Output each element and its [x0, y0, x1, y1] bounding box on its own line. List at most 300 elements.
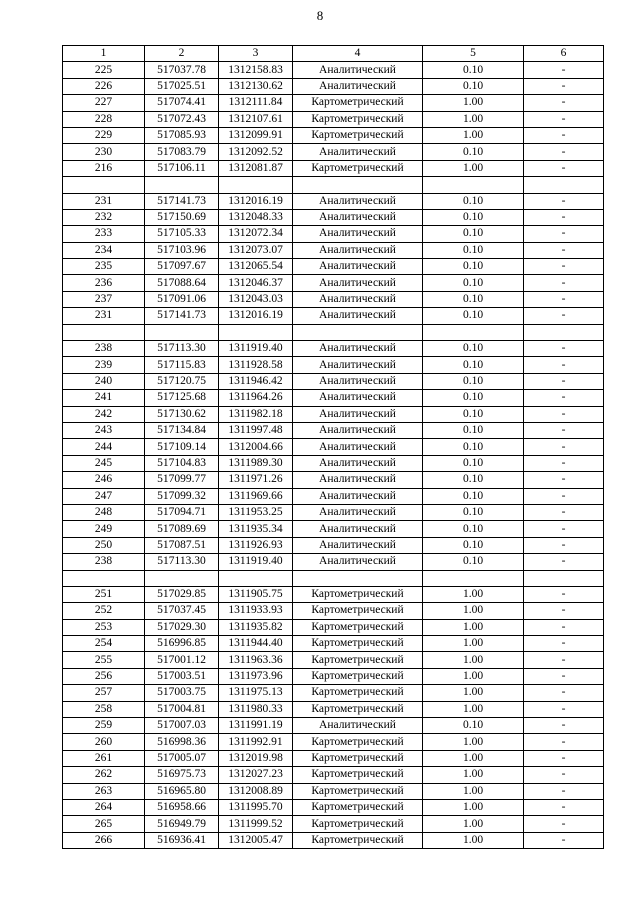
- method-cell: Картометрический: [293, 832, 423, 848]
- accuracy-cell: 1.00: [423, 586, 524, 602]
- point-number-cell: 242: [63, 406, 145, 422]
- x-coordinate-cell: 517037.45: [145, 603, 219, 619]
- accuracy-cell: 1.00: [423, 750, 524, 766]
- method-cell: Аналитический: [293, 275, 423, 291]
- accuracy-cell: 0.10: [423, 226, 524, 242]
- point-number-cell: 259: [63, 718, 145, 734]
- method-cell: Картометрический: [293, 767, 423, 783]
- point-number-cell: 227: [63, 95, 145, 111]
- y-coordinate-cell: 1312107.61: [219, 111, 293, 127]
- y-coordinate-cell: 1312073.07: [219, 242, 293, 258]
- accuracy-cell: 1.00: [423, 783, 524, 799]
- table-row: [63, 832, 604, 848]
- method-cell: Аналитический: [293, 193, 423, 209]
- description-cell: -: [524, 799, 604, 815]
- table-row: [63, 209, 604, 225]
- table-row: [63, 521, 604, 537]
- accuracy-cell: 0.10: [423, 455, 524, 471]
- y-coordinate-cell: 1312081.87: [219, 160, 293, 176]
- method-cell: Картометрический: [293, 603, 423, 619]
- header-cell-point: 1: [63, 46, 145, 62]
- description-cell: -: [524, 619, 604, 635]
- description-cell: -: [524, 750, 604, 766]
- accuracy-cell: 1.00: [423, 832, 524, 848]
- table-row: [63, 357, 604, 373]
- table-row: [63, 472, 604, 488]
- point-number-cell: 239: [63, 357, 145, 373]
- method-cell: Аналитический: [293, 537, 423, 553]
- accuracy-cell: 0.10: [423, 554, 524, 570]
- point-number-cell: 265: [63, 816, 145, 832]
- x-coordinate-cell: 517085.93: [145, 127, 219, 143]
- x-coordinate-cell: 516936.41: [145, 832, 219, 848]
- y-coordinate-cell: 1311982.18: [219, 406, 293, 422]
- point-number-cell: 248: [63, 504, 145, 520]
- y-coordinate-cell: 1311969.66: [219, 488, 293, 504]
- point-number-cell: 263: [63, 783, 145, 799]
- x-coordinate-cell: 517115.83: [145, 357, 219, 373]
- y-coordinate-cell: 1312158.83: [219, 62, 293, 78]
- x-coordinate-cell: 517105.33: [145, 226, 219, 242]
- method-cell: Аналитический: [293, 718, 423, 734]
- description-cell: -: [524, 537, 604, 553]
- x-coordinate-cell: 516949.79: [145, 816, 219, 832]
- header-cell-method: 4: [293, 46, 423, 62]
- method-cell: Картометрический: [293, 685, 423, 701]
- table-row: [63, 373, 604, 389]
- point-number-cell: 250: [63, 537, 145, 553]
- description-cell: -: [524, 193, 604, 209]
- description-cell: -: [524, 472, 604, 488]
- y-coordinate-cell: 1311997.48: [219, 422, 293, 438]
- method-cell: Картометрический: [293, 586, 423, 602]
- x-coordinate-cell: 517025.51: [145, 78, 219, 94]
- accuracy-cell: 1.00: [423, 636, 524, 652]
- point-number-cell: 226: [63, 78, 145, 94]
- x-coordinate-cell: 517003.75: [145, 685, 219, 701]
- accuracy-cell: 0.10: [423, 521, 524, 537]
- x-coordinate-cell: 517109.14: [145, 439, 219, 455]
- description-cell: -: [524, 455, 604, 471]
- x-coordinate-cell: 517141.73: [145, 308, 219, 324]
- y-coordinate-cell: 1312008.89: [219, 783, 293, 799]
- description-cell: -: [524, 554, 604, 570]
- method-cell: Картометрический: [293, 668, 423, 684]
- point-number-cell: 233: [63, 226, 145, 242]
- point-number-cell: 253: [63, 619, 145, 635]
- point-number-cell: 231: [63, 193, 145, 209]
- x-coordinate-cell: [145, 570, 219, 586]
- table-row: [63, 586, 604, 602]
- description-cell: -: [524, 685, 604, 701]
- point-number-cell: 232: [63, 209, 145, 225]
- method-cell: Картометрический: [293, 783, 423, 799]
- x-coordinate-cell: 517074.41: [145, 95, 219, 111]
- method-cell: Аналитический: [293, 439, 423, 455]
- table-row: [63, 406, 604, 422]
- point-number-cell: 252: [63, 603, 145, 619]
- method-cell: Картометрический: [293, 619, 423, 635]
- accuracy-cell: 0.10: [423, 308, 524, 324]
- description-cell: -: [524, 62, 604, 78]
- y-coordinate-cell: 1311935.82: [219, 619, 293, 635]
- y-coordinate-cell: 1311999.52: [219, 816, 293, 832]
- accuracy-cell: 1.00: [423, 799, 524, 815]
- y-coordinate-cell: 1311905.75: [219, 586, 293, 602]
- table-row: [63, 242, 604, 258]
- accuracy-cell: 0.10: [423, 439, 524, 455]
- accuracy-cell: 0.10: [423, 291, 524, 307]
- x-coordinate-cell: 517099.32: [145, 488, 219, 504]
- accuracy-cell: 0.10: [423, 209, 524, 225]
- point-number-cell: 258: [63, 701, 145, 717]
- accuracy-cell: 1.00: [423, 816, 524, 832]
- method-cell: Аналитический: [293, 406, 423, 422]
- table-row: [63, 95, 604, 111]
- description-cell: -: [524, 816, 604, 832]
- y-coordinate-cell: 1312072.34: [219, 226, 293, 242]
- description-cell: -: [524, 357, 604, 373]
- x-coordinate-cell: 516998.36: [145, 734, 219, 750]
- y-coordinate-cell: 1311989.30: [219, 455, 293, 471]
- x-coordinate-cell: 517130.62: [145, 406, 219, 422]
- method-cell: Аналитический: [293, 422, 423, 438]
- method-cell: [293, 570, 423, 586]
- y-coordinate-cell: 1312027.23: [219, 767, 293, 783]
- table-row: [63, 783, 604, 799]
- y-coordinate-cell: 1312046.37: [219, 275, 293, 291]
- description-cell: -: [524, 127, 604, 143]
- x-coordinate-cell: 517007.03: [145, 718, 219, 734]
- table-row: [63, 193, 604, 209]
- x-coordinate-cell: 517099.77: [145, 472, 219, 488]
- accuracy-cell: 1.00: [423, 160, 524, 176]
- method-cell: Картометрический: [293, 799, 423, 815]
- y-coordinate-cell: 1311944.40: [219, 636, 293, 652]
- table-row: [63, 78, 604, 94]
- point-number-cell: 228: [63, 111, 145, 127]
- x-coordinate-cell: 517150.69: [145, 209, 219, 225]
- point-number-cell: 255: [63, 652, 145, 668]
- table-row: [63, 144, 604, 160]
- point-number-cell: 240: [63, 373, 145, 389]
- description-cell: -: [524, 783, 604, 799]
- x-coordinate-cell: 517141.73: [145, 193, 219, 209]
- description-cell: -: [524, 390, 604, 406]
- x-coordinate-cell: 517005.07: [145, 750, 219, 766]
- accuracy-cell: 1.00: [423, 127, 524, 143]
- x-coordinate-cell: 517004.81: [145, 701, 219, 717]
- description-cell: -: [524, 668, 604, 684]
- method-cell: [293, 177, 423, 193]
- accuracy-cell: 0.10: [423, 537, 524, 553]
- method-cell: Аналитический: [293, 308, 423, 324]
- y-coordinate-cell: 1311980.33: [219, 701, 293, 717]
- table-row: [63, 554, 604, 570]
- y-coordinate-cell: 1312019.98: [219, 750, 293, 766]
- y-coordinate-cell: 1311926.93: [219, 537, 293, 553]
- table-body: [63, 62, 604, 849]
- point-number-cell: 254: [63, 636, 145, 652]
- table-row: [63, 226, 604, 242]
- method-cell: Аналитический: [293, 488, 423, 504]
- accuracy-cell: 1.00: [423, 701, 524, 717]
- method-cell: Аналитический: [293, 455, 423, 471]
- method-cell: Аналитический: [293, 472, 423, 488]
- description-cell: -: [524, 734, 604, 750]
- description-cell: -: [524, 275, 604, 291]
- table-row: [63, 652, 604, 668]
- x-coordinate-cell: 517106.11: [145, 160, 219, 176]
- method-cell: Аналитический: [293, 78, 423, 94]
- table-row: [63, 308, 604, 324]
- method-cell: Картометрический: [293, 701, 423, 717]
- description-cell: [524, 177, 604, 193]
- accuracy-cell: 1.00: [423, 95, 524, 111]
- x-coordinate-cell: 517113.30: [145, 554, 219, 570]
- point-number-cell: 216: [63, 160, 145, 176]
- method-cell: Картометрический: [293, 734, 423, 750]
- table-row: [63, 488, 604, 504]
- table-row: [63, 816, 604, 832]
- header-cell-description: 6: [524, 46, 604, 62]
- accuracy-cell: 0.10: [423, 193, 524, 209]
- y-coordinate-cell: 1311953.25: [219, 504, 293, 520]
- point-number-cell: 247: [63, 488, 145, 504]
- description-cell: -: [524, 718, 604, 734]
- header-cell-x: 2: [145, 46, 219, 62]
- y-coordinate-cell: 1312005.47: [219, 832, 293, 848]
- x-coordinate-cell: 517113.30: [145, 341, 219, 357]
- description-cell: -: [524, 259, 604, 275]
- accuracy-cell: 1.00: [423, 603, 524, 619]
- y-coordinate-cell: 1312004.66: [219, 439, 293, 455]
- x-coordinate-cell: 516958.66: [145, 799, 219, 815]
- method-cell: Аналитический: [293, 62, 423, 78]
- table-header-row: [63, 46, 604, 62]
- accuracy-cell: 1.00: [423, 652, 524, 668]
- description-cell: -: [524, 767, 604, 783]
- point-number-cell: 231: [63, 308, 145, 324]
- y-coordinate-cell: [219, 177, 293, 193]
- accuracy-cell: 0.10: [423, 275, 524, 291]
- description-cell: [524, 570, 604, 586]
- table-row: [63, 127, 604, 143]
- accuracy-cell: 1.00: [423, 619, 524, 635]
- point-number-cell: 225: [63, 62, 145, 78]
- method-cell: Аналитический: [293, 341, 423, 357]
- point-number-cell: 235: [63, 259, 145, 275]
- x-coordinate-cell: 517125.68: [145, 390, 219, 406]
- accuracy-cell: 0.10: [423, 406, 524, 422]
- y-coordinate-cell: 1312099.91: [219, 127, 293, 143]
- method-cell: Аналитический: [293, 209, 423, 225]
- header-cell-accuracy: 5: [423, 46, 524, 62]
- x-coordinate-cell: 516965.80: [145, 783, 219, 799]
- accuracy-cell: [423, 177, 524, 193]
- point-number-cell: 237: [63, 291, 145, 307]
- accuracy-cell: 0.10: [423, 422, 524, 438]
- point-number-cell: [63, 177, 145, 193]
- table-row: [63, 570, 604, 586]
- y-coordinate-cell: 1311975.13: [219, 685, 293, 701]
- point-number-cell: 246: [63, 472, 145, 488]
- x-coordinate-cell: 516975.73: [145, 767, 219, 783]
- y-coordinate-cell: [219, 324, 293, 340]
- table-row: [63, 750, 604, 766]
- x-coordinate-cell: [145, 324, 219, 340]
- accuracy-cell: 1.00: [423, 767, 524, 783]
- description-cell: [524, 324, 604, 340]
- description-cell: -: [524, 832, 604, 848]
- point-number-cell: 236: [63, 275, 145, 291]
- table-row: [63, 767, 604, 783]
- accuracy-cell: 0.10: [423, 472, 524, 488]
- y-coordinate-cell: 1312043.03: [219, 291, 293, 307]
- table-row: [63, 275, 604, 291]
- method-cell: Аналитический: [293, 259, 423, 275]
- x-coordinate-cell: 517001.12: [145, 652, 219, 668]
- y-coordinate-cell: 1311971.26: [219, 472, 293, 488]
- y-coordinate-cell: 1311964.26: [219, 390, 293, 406]
- x-coordinate-cell: 517029.30: [145, 619, 219, 635]
- accuracy-cell: [423, 324, 524, 340]
- method-cell: Аналитический: [293, 242, 423, 258]
- point-number-cell: 251: [63, 586, 145, 602]
- description-cell: -: [524, 242, 604, 258]
- point-number-cell: [63, 570, 145, 586]
- accuracy-cell: 0.10: [423, 373, 524, 389]
- point-number-cell: 249: [63, 521, 145, 537]
- page-number: 8: [316, 8, 324, 23]
- method-cell: Аналитический: [293, 554, 423, 570]
- description-cell: -: [524, 586, 604, 602]
- table-row: [63, 685, 604, 701]
- y-coordinate-cell: 1312048.33: [219, 209, 293, 225]
- table-row: [63, 734, 604, 750]
- description-cell: -: [524, 78, 604, 94]
- method-cell: Картометрический: [293, 95, 423, 111]
- point-number-cell: 257: [63, 685, 145, 701]
- method-cell: [293, 324, 423, 340]
- description-cell: -: [524, 111, 604, 127]
- description-cell: -: [524, 521, 604, 537]
- x-coordinate-cell: 517104.83: [145, 455, 219, 471]
- accuracy-cell: 0.10: [423, 62, 524, 78]
- accuracy-cell: 0.10: [423, 341, 524, 357]
- accuracy-cell: 0.10: [423, 78, 524, 94]
- table-row: [63, 439, 604, 455]
- description-cell: -: [524, 636, 604, 652]
- method-cell: Аналитический: [293, 226, 423, 242]
- table-row: [63, 160, 604, 176]
- accuracy-cell: 0.10: [423, 488, 524, 504]
- header-cell-y: 3: [219, 46, 293, 62]
- x-coordinate-cell: 517089.69: [145, 521, 219, 537]
- method-cell: Аналитический: [293, 357, 423, 373]
- accuracy-cell: 0.10: [423, 390, 524, 406]
- method-cell: Аналитический: [293, 504, 423, 520]
- description-cell: -: [524, 422, 604, 438]
- table-row: [63, 636, 604, 652]
- accuracy-cell: 1.00: [423, 734, 524, 750]
- point-number-cell: 266: [63, 832, 145, 848]
- table-row: [63, 537, 604, 553]
- table-row: [63, 341, 604, 357]
- x-coordinate-cell: 517103.96: [145, 242, 219, 258]
- method-cell: Аналитический: [293, 291, 423, 307]
- description-cell: -: [524, 209, 604, 225]
- x-coordinate-cell: 517091.06: [145, 291, 219, 307]
- y-coordinate-cell: 1311919.40: [219, 554, 293, 570]
- y-coordinate-cell: 1311992.91: [219, 734, 293, 750]
- method-cell: Картометрический: [293, 160, 423, 176]
- table-row: [63, 504, 604, 520]
- method-cell: Картометрический: [293, 127, 423, 143]
- point-number-cell: 238: [63, 554, 145, 570]
- y-coordinate-cell: 1311995.70: [219, 799, 293, 815]
- table-row: [63, 799, 604, 815]
- x-coordinate-cell: 517120.75: [145, 373, 219, 389]
- table-row: [63, 111, 604, 127]
- table-row: [63, 668, 604, 684]
- description-cell: -: [524, 95, 604, 111]
- x-coordinate-cell: 517037.78: [145, 62, 219, 78]
- description-cell: -: [524, 341, 604, 357]
- y-coordinate-cell: 1312065.54: [219, 259, 293, 275]
- y-coordinate-cell: 1311963.36: [219, 652, 293, 668]
- point-number-cell: 230: [63, 144, 145, 160]
- y-coordinate-cell: 1311935.34: [219, 521, 293, 537]
- description-cell: -: [524, 701, 604, 717]
- accuracy-cell: 0.10: [423, 144, 524, 160]
- table-row: [63, 701, 604, 717]
- point-number-cell: 229: [63, 127, 145, 143]
- accuracy-cell: 0.10: [423, 504, 524, 520]
- accuracy-cell: 0.10: [423, 357, 524, 373]
- y-coordinate-cell: 1311991.19: [219, 718, 293, 734]
- point-number-cell: 238: [63, 341, 145, 357]
- y-coordinate-cell: 1311973.96: [219, 668, 293, 684]
- x-coordinate-cell: 517134.84: [145, 422, 219, 438]
- point-number-cell: 256: [63, 668, 145, 684]
- x-coordinate-cell: 516996.85: [145, 636, 219, 652]
- table-row: [63, 422, 604, 438]
- method-cell: Аналитический: [293, 521, 423, 537]
- method-cell: Аналитический: [293, 390, 423, 406]
- table-row: [63, 291, 604, 307]
- x-coordinate-cell: 517003.51: [145, 668, 219, 684]
- point-number-cell: 264: [63, 799, 145, 815]
- description-cell: -: [524, 504, 604, 520]
- y-coordinate-cell: 1312016.19: [219, 308, 293, 324]
- method-cell: Аналитический: [293, 373, 423, 389]
- y-coordinate-cell: [219, 570, 293, 586]
- table-row: [63, 619, 604, 635]
- y-coordinate-cell: 1312130.62: [219, 78, 293, 94]
- table-row: [63, 390, 604, 406]
- description-cell: -: [524, 488, 604, 504]
- point-number-cell: 260: [63, 734, 145, 750]
- accuracy-cell: 1.00: [423, 111, 524, 127]
- x-coordinate-cell: 517094.71: [145, 504, 219, 520]
- table-row: [63, 324, 604, 340]
- description-cell: -: [524, 291, 604, 307]
- description-cell: -: [524, 652, 604, 668]
- method-cell: Аналитический: [293, 144, 423, 160]
- accuracy-cell: 0.10: [423, 718, 524, 734]
- x-coordinate-cell: [145, 177, 219, 193]
